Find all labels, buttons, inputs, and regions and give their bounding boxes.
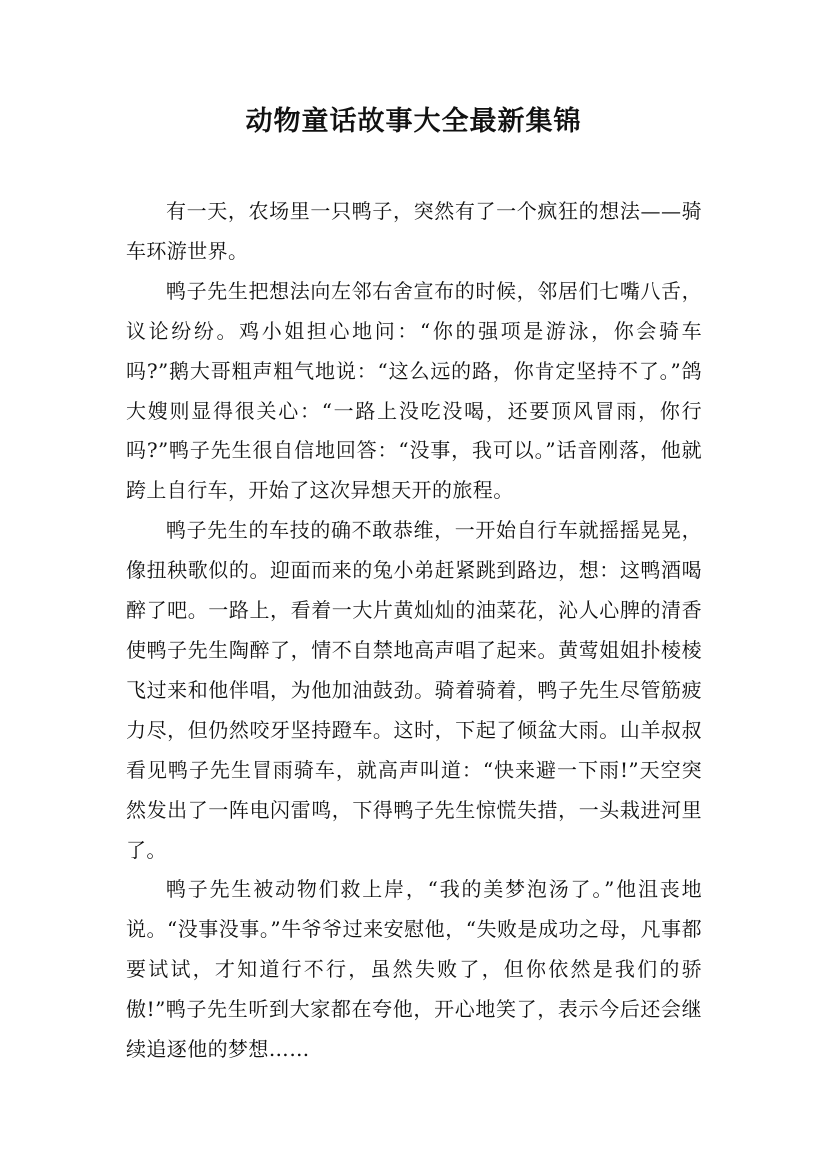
story-paragraph-1: 有一天，农场里一只鸭子，突然有了一个疯狂的想法——骑车环游世界。 [126, 199, 702, 263]
story-paragraph-4: 鸭子先生被动物们救上岸，“我的美梦泡汤了。”他沮丧地说。“没事没事。”牛爷爷过来安慰他，“失败是成功之母，凡事都要试试，才知道行不行，虽然失败了，但你依然是我们的骄傲!”鸭子先生听到大家都在夸他，开心地笑了，表示今后还会继续追逐他的梦想…… [126, 877, 702, 1062]
document-title: 动物童话故事大全最新集锦 [245, 106, 582, 137]
story-paragraph-3: 鸭子先生的车技的确不敢恭维，一开始自行车就摇摇晃晃，像扭秧歌似的。迎面而来的兔小弟赶紧跳到路边，想：这鸭酒喝醉了吧。一路上，看着一大片黄灿灿的油菜花，沁人心脾的清香使鸭子先生陶醉了，情不自禁地高声唱了起来。黄莺姐姐扑棱棱飞过来和他伴唱，为他加油鼓劲。骑着骑着，鸭子先生尽管筋疲力尽，但仍然咬牙坚持蹬车。这时，下起了倾盆大雨。山羊叔叔看见鸭子先生冒雨骑车，就高声叫道：“快来避一下雨!”天空突然发出了一阵电闪雷鸣，下得鸭子先生惊慌失措，一头栽进河里了。 [126, 518, 702, 862]
story-body [126, 192, 702, 1070]
story-paragraph-2: 鸭子先生把想法向左邻右舍宣布的时候，邻居们七嘴八舌，议论纷纷。鸡小姐担心地问：“你的强项是游泳，你会骑车吗?”鹅大哥粗声粗气地说：“这么远的路，你肯定坚持不了。”鸽大嫂则显得很关心：“一路上没吃没喝，还要顶风冒雨，你行吗?”鸭子先生很自信地回答：“没事，我可以。”话音刚落，他就跨上自行车，开始了这次异想天开的旅程。 [126, 278, 702, 503]
